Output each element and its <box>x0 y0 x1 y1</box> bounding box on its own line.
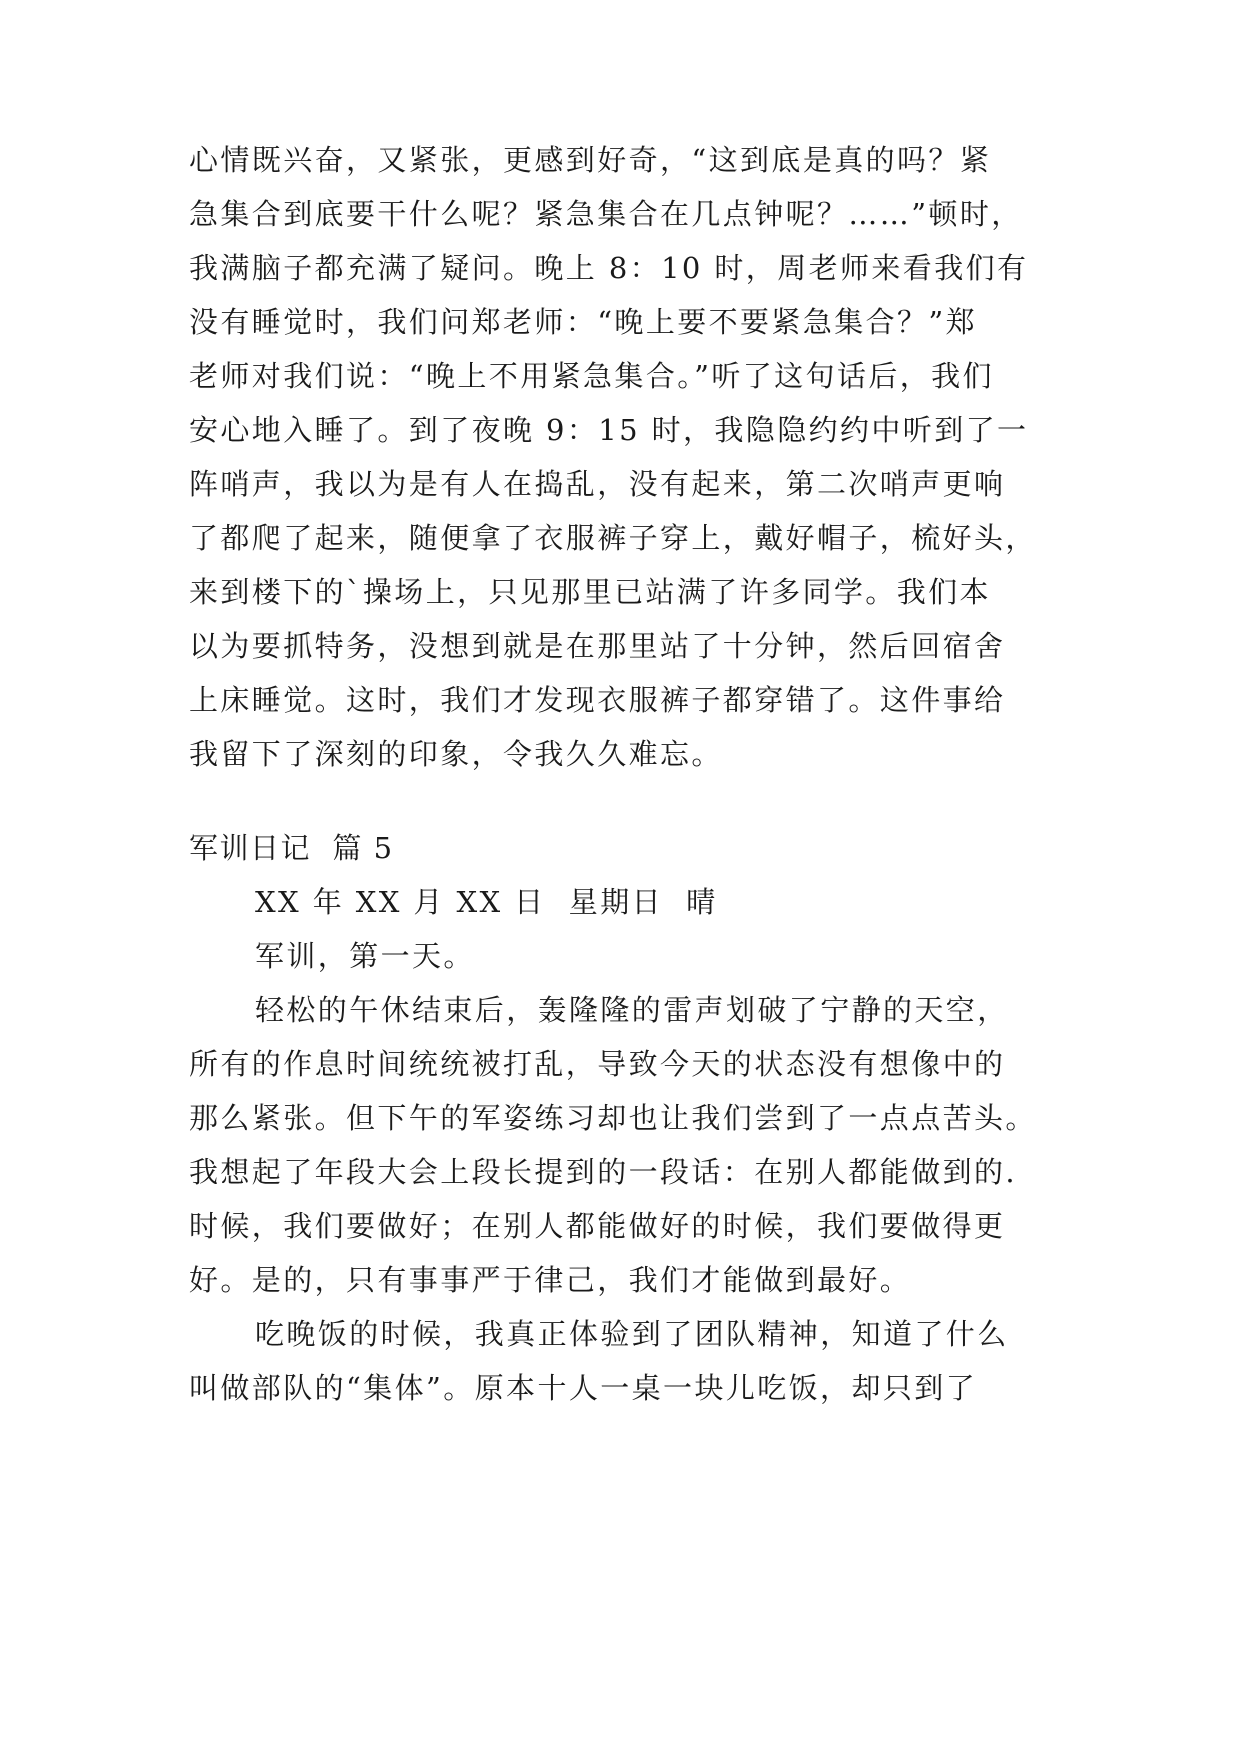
body-text-line: 上床睡觉。这时，我们才发现衣服裤子都穿错了。这件事给 <box>189 683 1006 717</box>
body-text-line: 来到楼下的`操场上，只见那里已站满了许多同学。我们本 <box>189 575 991 609</box>
body-text-line: 我留下了深刻的印象，令我久久难忘。 <box>189 737 723 771</box>
paragraph-line: 吃晚饭的时候，我真正体验到了团队精神，知道了什么 <box>255 1317 1009 1351</box>
paragraph-line: 好。是的，只有事事严于律己，我们才能做到最好。 <box>189 1263 912 1297</box>
paragraph-line: 轻松的午休结束后，轰隆隆的雷声划破了宁静的天空， <box>255 993 1009 1027</box>
body-text-line: 了都爬了起来，随便拿了衣服裤子穿上，戴好帽子，梳好头， <box>189 521 1037 555</box>
body-text-line: 心情既兴奋，又紧张，更感到好奇，“这到底是真的吗？紧 <box>189 143 992 177</box>
body-text-line: 没有睡觉时，我们问郑老师：“晚上要不要紧急集合？”郑 <box>189 305 978 339</box>
paragraph-line: 时候，我们要做好；在别人都能做好的时候，我们要做得更 <box>189 1209 1006 1243</box>
section-title: 军训日记 篇 5 <box>189 831 394 865</box>
paragraph-line: 那么紧张。但下午的军姿练习却也让我们尝到了一点点苦头。 <box>189 1101 1037 1135</box>
body-text-line: 以为要抓特务，没想到就是在那里站了十分钟，然后回宿舍 <box>189 629 1006 663</box>
date-line: XX 年 XX 月 XX 日 星期日 晴 <box>255 885 718 919</box>
day-line: 军训，第一天。 <box>255 939 475 973</box>
body-text-line: 安心地入睡了。到了夜晚 9：15 时，我隐隐约约中听到了一 <box>189 413 1029 447</box>
body-text-line: 急集合到底要干什么呢？紧急集合在几点钟呢？……”顿时， <box>189 197 1023 231</box>
paragraph-line: 我想起了年段大会上段长提到的一段话：在别人都能做到的. <box>189 1155 1018 1189</box>
body-text-line: 老师对我们说：“晚上不用紧急集合。”听了这句话后，我们 <box>189 359 994 393</box>
body-text-line: 阵哨声，我以为是有人在捣乱，没有起来，第二次哨声更响 <box>189 467 1006 501</box>
paragraph-line: 所有的作息时间统统被打乱，导致今天的状态没有想像中的 <box>189 1047 1006 1081</box>
body-text-line: 我满脑子都充满了疑问。晚上 8：10 时，周老师来看我们有 <box>189 251 1029 285</box>
paragraph-line: 叫做部队的“集体”。原本十人一桌一块儿吃饭，却只到了 <box>189 1371 978 1405</box>
